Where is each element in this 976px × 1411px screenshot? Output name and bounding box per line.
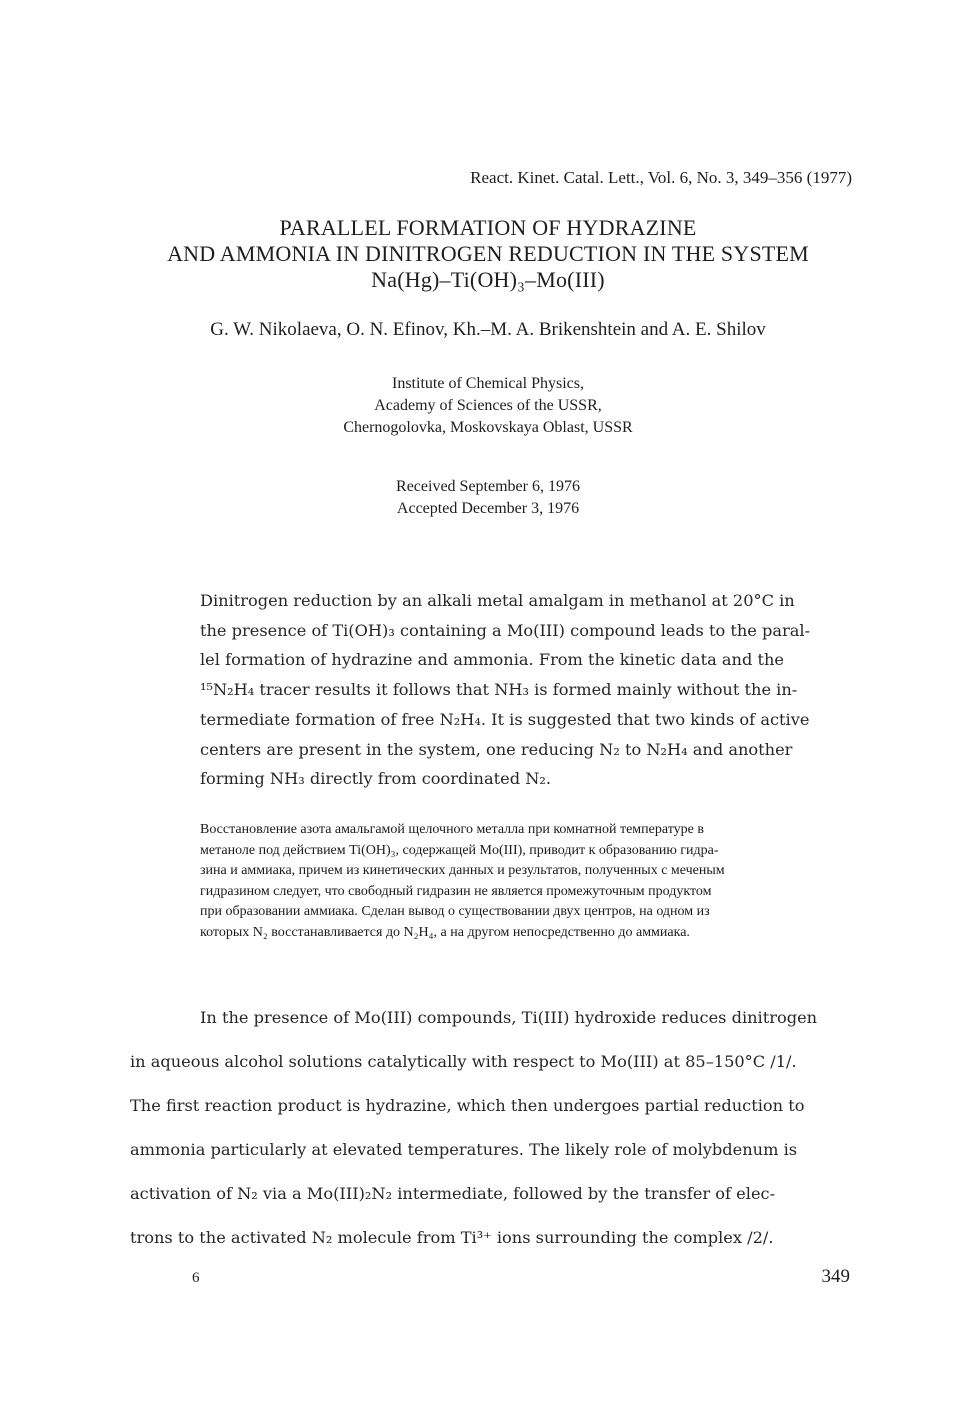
body-line: activation of N₂ via a Mo(III)₂N₂ intermediate, followed by the transfer of elec- [130,1184,776,1203]
received-date: Received September 6, 1976 [396,478,580,495]
journal-citation: React. Kinet. Catal. Lett., Vol. 6, No. 3, 349–356 (1977) [470,168,852,187]
page-number: 349 [821,1266,850,1287]
abstract-ru-line: при образовании аммиака. Сделан вывод о существовании двух центров, на одном из [200,904,710,920]
affiliation-line-1: Institute of Chemical Physics, [392,375,584,392]
affiliation-line-3: Chernogolovka, Moskovskaya Oblast, USSR [343,419,633,436]
body-line: ammonia particularly at elevated temperatures. The likely role of molybdenum is [130,1140,798,1159]
abstract-line: Dinitrogen reduction by an alkali metal amalgam in methanol at 20°C in [200,591,795,610]
abstract-line: centers are present in the system, one reducing N₂ to N₂H₄ and another [200,739,793,759]
title-line-2: AND AMMONIA IN DINITROGEN REDUCTION IN THE SYSTEM [167,241,809,266]
body-line: The first reaction product is hydrazine, which then undergoes partial reduction to [130,1096,805,1115]
author-list: G. W. Nikolaeva, O. N. Efinov, Kh.–M. A. Brikenshtein and A. E. Shilov [210,319,766,340]
signature-mark: 6 [192,1270,200,1286]
abstract-line: termediate formation of free N₂H₄. It is suggested that two kinds of active [200,709,810,729]
body-line: trons to the activated N₂ molecule from Ti³⁺ ions surrounding the complex /2/. [130,1228,774,1247]
abstract-russian [200,820,900,944]
abstract-ru-line: гидразином следует, что свободный гидразин не является промежуточным продуктом [200,883,712,899]
abstract-line: lel formation of hydrazine and ammonia. From the kinetic data and the [200,650,784,670]
abstract-english [200,586,860,794]
abstract-ru-line: которых N₂ восстанавливается до N₂H₄, а на другом непосредственно до аммиака. [200,924,690,940]
title-line-3: Na(Hg)–Ti(OH)₃–Mo(III) [371,267,605,292]
submission-dates [0,476,976,520]
abstract-ru-line: зина и аммиака, причем из кинетических данных и результатов, полученных с меченым [200,863,725,879]
body-paragraph [130,996,870,1260]
abstract-ru-line: метаноле под действием Ti(OH)₃, содержащей Mo(III), приводит к образованию гидра- [200,842,719,858]
abstract-line: the presence of Ti(OH)₃ containing a Mo(III) compound leads to the paral- [200,620,811,640]
title-line-1: PARALLEL FORMATION OF HYDRAZINE [279,215,697,240]
body-line: In the presence of Mo(III) compounds, Ti(III) hydroxide reduces dinitrogen [200,1008,818,1027]
abstract-line: forming NH₃ directly from coordinated N₂. [200,769,552,789]
affiliation-line-2: Academy of Sciences of the USSR, [374,397,602,414]
affiliation [0,373,976,439]
abstract-ru-line: Восстановление азота амальгамой щелочного металла при комнатной температуре в [200,822,704,837]
body-line: in aqueous alcohol solutions catalytically with respect to Mo(III) at 85–150°C /1/. [130,1052,797,1071]
accepted-date: Accepted December 3, 1976 [396,500,580,517]
article-title [0,215,976,293]
abstract-line: ¹⁵N₂H₄ tracer results it follows that NH₃ is formed mainly without the in- [200,680,798,700]
